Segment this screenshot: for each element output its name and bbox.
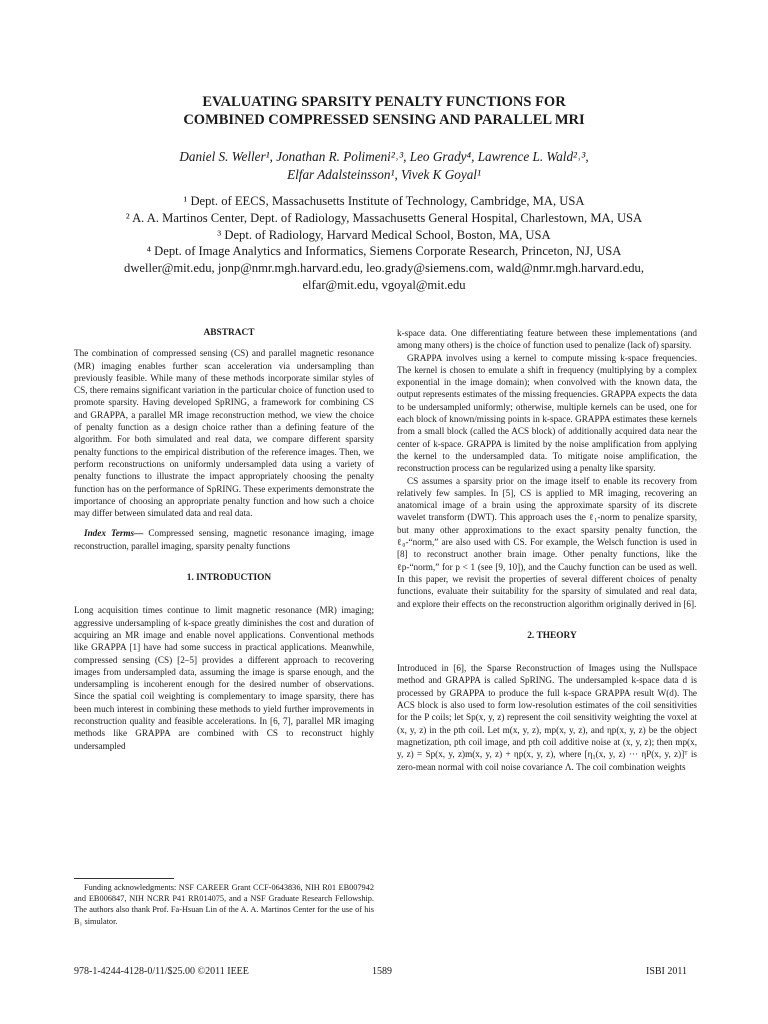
affiliation-block: [0, 193, 768, 294]
title-line-2: COMBINED COMPRESSED SENSING AND PARALLEL MRI: [183, 112, 585, 128]
footer-venue: ISBI 2011: [646, 966, 688, 977]
title-line-1: EVALUATING SPARSITY PENALTY FUNCTIONS FOR: [202, 94, 566, 110]
email-line-1: dweller@mit.edu, jonp@nmr.mgh.harvard.edu, leo.grady@siemens.com, wald@nmr.mgh.harvard.edu,: [124, 261, 644, 276]
affiliation-4: ⁴ Dept. of Image Analytics and Informatics, Siemens Corporate Research, Princeton, NJ, USA: [146, 244, 622, 259]
right-column: [397, 327, 697, 773]
footnote-text: Funding acknowledgments: NSF CAREER Grant CCF-0643836, NIH R01 EB007942 and EB006847, NIH NCRR P41 RR014075, and a NSF Graduate Research Fellowship. The authors also thank Prof. Fa-Hsuan Lin of the A. A. Martinos Center for the use of his B₁ simulator.: [74, 883, 374, 926]
theory-paragraph: Introduced in [6], the Sparse Reconstruction of Images using the Nullspace method and GRAPPA is called SpRING. The undersampled k-space data d is processed by GRAPPA to produce the full k-space GRAPPA result W(d). The ACS block is also used to form low-resolution estimates of the coil sensitivities for the P coils; let Sp(x, y, z) represent the coil sensitivity weighting the voxel at (x, y, z) in the pth coil. Let m(x, y, z), mp(x, y, z), and ηp(x, y, z) be the object magnetization, pth coil image, and pth coil additive noise at (x, y, z); then mp(x, y, z) = Sp(x, y, z)m(x, y, z) + ηp(x, y, z), where [η₁(x, y, z) ··· ηP(x, y, z)]ᵀ is zero-mean normal with coil noise covariance Λ. The coil combination weights: [397, 663, 697, 772]
affiliation-1: ¹ Dept. of EECS, Massachusetts Institute of Technology, Cambridge, MA, USA: [183, 194, 585, 208]
page-number: 1589: [372, 966, 392, 977]
paper-title: [0, 93, 768, 129]
introduction-heading: 1. INTRODUCTION: [186, 573, 272, 584]
index-terms: [74, 527, 374, 552]
left-column: [74, 327, 374, 752]
grappa-paragraph: GRAPPA involves using a kernel to compute missing k-space frequencies. The kernel is chosen to emulate a shift in frequency (multiplying by a complex exponential in the image domain); when convolved with the known data, the output represents estimates of the missing frequencies. GRAPPA expects the data to be undersampled uniformly; otherwise, multiple kernels can be used, one for each block of known/missing points in k-space. GRAPPA estimates these kernels from a small block (called the ACS block) of additionally acquired data near the center of k-space. GRAPPA is limited by the noise amplification from applying the kernel to the undersampled data. To mitigate noise amplification, the reconstruction process can be regularized using a penalty like sparsity.: [397, 352, 697, 474]
affiliation-3: ³ Dept. of Radiology, Harvard Medical School, Boston, MA, USA: [217, 227, 551, 242]
footnote-rule: [74, 878, 174, 879]
email-line-2: elfar@mit.edu, vgoyal@mit.edu: [302, 277, 466, 292]
theory-heading: 2. THEORY: [527, 630, 577, 641]
cs-paragraph: CS assumes a sparsity prior on the image itself to enable its recovery from relatively few samples. In [5], CS is applied to MR imaging, recovering an anatomical image of a brain using the approximate sparsity of its discrete wavelet transform (DWT). This approach uses the ℓ₁-norm to penalize sparsity, but many other approximations to the exact sparsity penalty function, the ℓ₀-“norm,” are also used with CS. For example, the Welsch function is used in [8] to reconstruct another brain image. Other penalty functions, like the ℓp-“norm,” for p < 1 (see [9, 10]), and the Cauchy function can be used as well. In this paper, we revisit the properties of several different choices of penalty functions, evaluate their suitability for the sparsity of simulated and real data, and explore their effects on the reconstruction algorithm originally derived in [6].: [397, 475, 697, 609]
author-line-2: Elfar Adalsteinsson¹, Vivek K Goyal¹: [287, 167, 481, 182]
abstract-text: The combination of compressed sensing (CS) and parallel magnetic resonance (MR) imaging enables further scan acceleration via undersampling than previously feasible. While many of these methods incorporate similar styles of CS, there remains significant variation in the particular choice of function used to promote sparsity. Having developed SpRING, a framework for combining CS and GRAPPA, a parallel MR image reconstruction method, we view the choice of penalty function as a design choice rather than a defining feature of the algorithm. For both simulated and real data, we compare different sparsity penalty functions to the empirical distribution of the reference images. Then, we perform reconstructions on uniformly undersampled data using a variety of penalty functions to illustrate the impact appropriately choosing the penalty function has on the performance of SpRING. These experiments demonstrate the importance of choosing an appropriate penalty function and how such a choice may differ between simulated data and real data.: [74, 348, 374, 519]
index-terms-label: Index Terms—: [84, 528, 144, 539]
intro-continued-paragraph: k-space data. One differentiating feature between these implementations (and among many others) is the choice of function used to penalize (lack of) sparsity.: [397, 328, 697, 351]
affiliation-2: ² A. A. Martinos Center, Dept. of Radiology, Massachusetts General Hospital, Charlestown, MA, USA: [125, 210, 643, 225]
abstract-heading: ABSTRACT: [203, 328, 255, 338]
funding-footnote: [74, 882, 374, 927]
index-terms-text: Compressed sensing, magnetic resonance imaging, image reconstruction, parallel imaging, sparsity penalty functions: [74, 528, 375, 551]
author-line-1: Daniel S. Weller¹, Jonathan R. Polimeni²˒³, Leo Grady⁴, Lawrence L. Wald²˒³,: [179, 149, 589, 164]
footer-isbn: 978-1-4244-4128-0/11/$25.00 ©2011 IEEE: [74, 966, 249, 977]
introduction-text: Long acquisition times continue to limit magnetic resonance (MR) imaging; aggressive undersampling of k-space greatly diminishes the cost and duration of acquiring an MR image and enable novel applications. Conventional methods like GRAPPA [1] have had some success in practical applications. Meanwhile, compressed sensing (CS) [2–5] provides a different approach to recovering images from undersampled data, assuming the image is sparse enough, and the undersampling is incoherent enough for the desired number of observations. Since the spatial coil weighting is complementary to image sparsity, there has been much interest in combining these methods to yield further improvements in reconstruction quality and feasible accelerations. In [6, 7], parallel MR imaging methods like GRAPPA are combined with CS to reconstruct highly undersampled: [74, 605, 374, 751]
author-list: [0, 148, 768, 184]
